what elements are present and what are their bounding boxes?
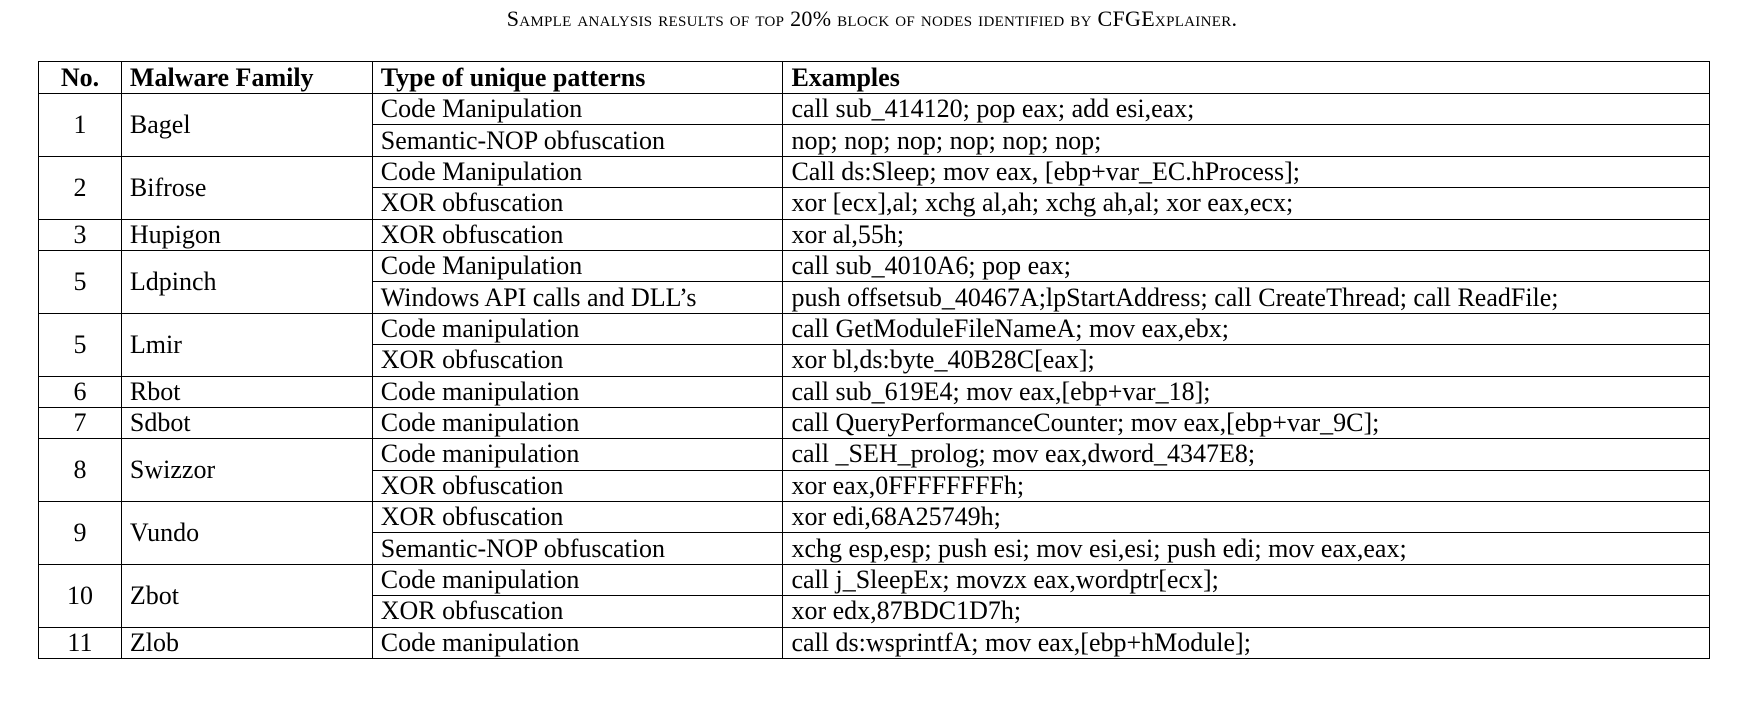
cell-pattern-type: Semantic-NOP obfuscation <box>372 125 783 156</box>
cell-malware-family: Zlob <box>121 627 372 658</box>
header-pattern-type: Type of unique patterns <box>372 62 783 94</box>
cell-pattern-type: Code manipulation <box>372 564 783 595</box>
table-row <box>39 627 1710 658</box>
cell-pattern-type: Code manipulation <box>372 627 783 658</box>
results-table <box>38 61 1710 659</box>
cell-malware-family: Swizzor <box>121 439 372 502</box>
cell-no: 11 <box>39 627 122 658</box>
cell-malware-family: Vundo <box>121 502 372 565</box>
cell-no: 9 <box>39 502 122 565</box>
cell-pattern-type: XOR obfuscation <box>372 345 783 376</box>
cell-no: 5 <box>39 313 122 376</box>
cell-pattern-type: Code Manipulation <box>372 156 783 187</box>
cell-pattern-type: XOR obfuscation <box>372 502 783 533</box>
cell-no: 7 <box>39 407 122 438</box>
cell-example: Call ds:Sleep; mov eax, [ebp+var_EC.hProcess]; <box>783 156 1710 187</box>
cell-pattern-type: Code Manipulation <box>372 250 783 281</box>
cell-pattern-type: Semantic-NOP obfuscation <box>372 533 783 564</box>
cell-example: call sub_4010A6; pop eax; <box>783 250 1710 281</box>
cell-pattern-type: Code Manipulation <box>372 94 783 125</box>
table-row <box>39 156 1710 187</box>
cell-no: 10 <box>39 564 122 627</box>
cell-malware-family: Lmir <box>121 313 372 376</box>
cell-example: xor eax,0FFFFFFFFh; <box>783 470 1710 501</box>
cell-example: call GetModuleFileNameA; mov eax,ebx; <box>783 313 1710 344</box>
cell-no: 2 <box>39 156 122 219</box>
cell-pattern-type: Code manipulation <box>372 439 783 470</box>
cell-pattern-type: XOR obfuscation <box>372 188 783 219</box>
cell-example: call QueryPerformanceCounter; mov eax,[ebp+var_9C]; <box>783 407 1710 438</box>
cell-pattern-type: Code manipulation <box>372 313 783 344</box>
cell-malware-family: Zbot <box>121 564 372 627</box>
cell-malware-family: Bifrose <box>121 156 372 219</box>
table-row <box>39 564 1710 595</box>
table-row <box>39 313 1710 344</box>
cell-no: 1 <box>39 94 122 157</box>
cell-pattern-type: Code manipulation <box>372 376 783 407</box>
cell-pattern-type: XOR obfuscation <box>372 470 783 501</box>
cell-example: xchg esp,esp; push esi; mov esi,esi; push edi; mov eax,eax; <box>783 533 1710 564</box>
table-row <box>39 502 1710 533</box>
table-row <box>39 250 1710 281</box>
cell-no: 6 <box>39 376 122 407</box>
cell-example: call sub_619E4; mov eax,[ebp+var_18]; <box>783 376 1710 407</box>
cell-pattern-type: Windows API calls and DLL’s <box>372 282 783 313</box>
cell-example: nop; nop; nop; nop; nop; nop; <box>783 125 1710 156</box>
cell-pattern-type: Code manipulation <box>372 407 783 438</box>
cell-malware-family: Ldpinch <box>121 250 372 313</box>
cell-pattern-type: XOR obfuscation <box>372 596 783 627</box>
table-row <box>39 94 1710 125</box>
cell-example: call _SEH_prolog; mov eax,dword_4347E8; <box>783 439 1710 470</box>
cell-example: push offsetsub_40467A;lpStartAddress; call CreateThread; call ReadFile; <box>783 282 1710 313</box>
table-row <box>39 219 1710 250</box>
table-caption: Sample analysis results of top 20% block of nodes identified by CFGExplainer. <box>506 6 1238 31</box>
cell-example: xor edi,68A25749h; <box>783 502 1710 533</box>
cell-malware-family: Bagel <box>121 94 372 157</box>
header-row <box>39 62 1710 94</box>
cell-example: call sub_414120; pop eax; add esi,eax; <box>783 94 1710 125</box>
cell-pattern-type: XOR obfuscation <box>372 219 783 250</box>
cell-malware-family: Sdbot <box>121 407 372 438</box>
cell-example: xor edx,87BDC1D7h; <box>783 596 1710 627</box>
table-row <box>39 407 1710 438</box>
header-malware-family: Malware Family <box>121 62 372 94</box>
table-row <box>39 439 1710 470</box>
cell-malware-family: Hupigon <box>121 219 372 250</box>
cell-malware-family: Rbot <box>121 376 372 407</box>
cell-no: 8 <box>39 439 122 502</box>
table-body <box>39 94 1710 659</box>
header-no: No. <box>39 62 122 94</box>
cell-example: xor [ecx],al; xchg al,ah; xchg ah,al; xor eax,ecx; <box>783 188 1710 219</box>
cell-example: xor al,55h; <box>783 219 1710 250</box>
cell-no: 5 <box>39 250 122 313</box>
cell-example: call j_SleepEx; movzx eax,wordptr[ecx]; <box>783 564 1710 595</box>
cell-no: 3 <box>39 219 122 250</box>
table-row <box>39 376 1710 407</box>
cell-example: xor bl,ds:byte_40B28C[eax]; <box>783 345 1710 376</box>
cell-example: call ds:wsprintfA; mov eax,[ebp+hModule]; <box>783 627 1710 658</box>
header-examples: Examples <box>783 62 1710 94</box>
